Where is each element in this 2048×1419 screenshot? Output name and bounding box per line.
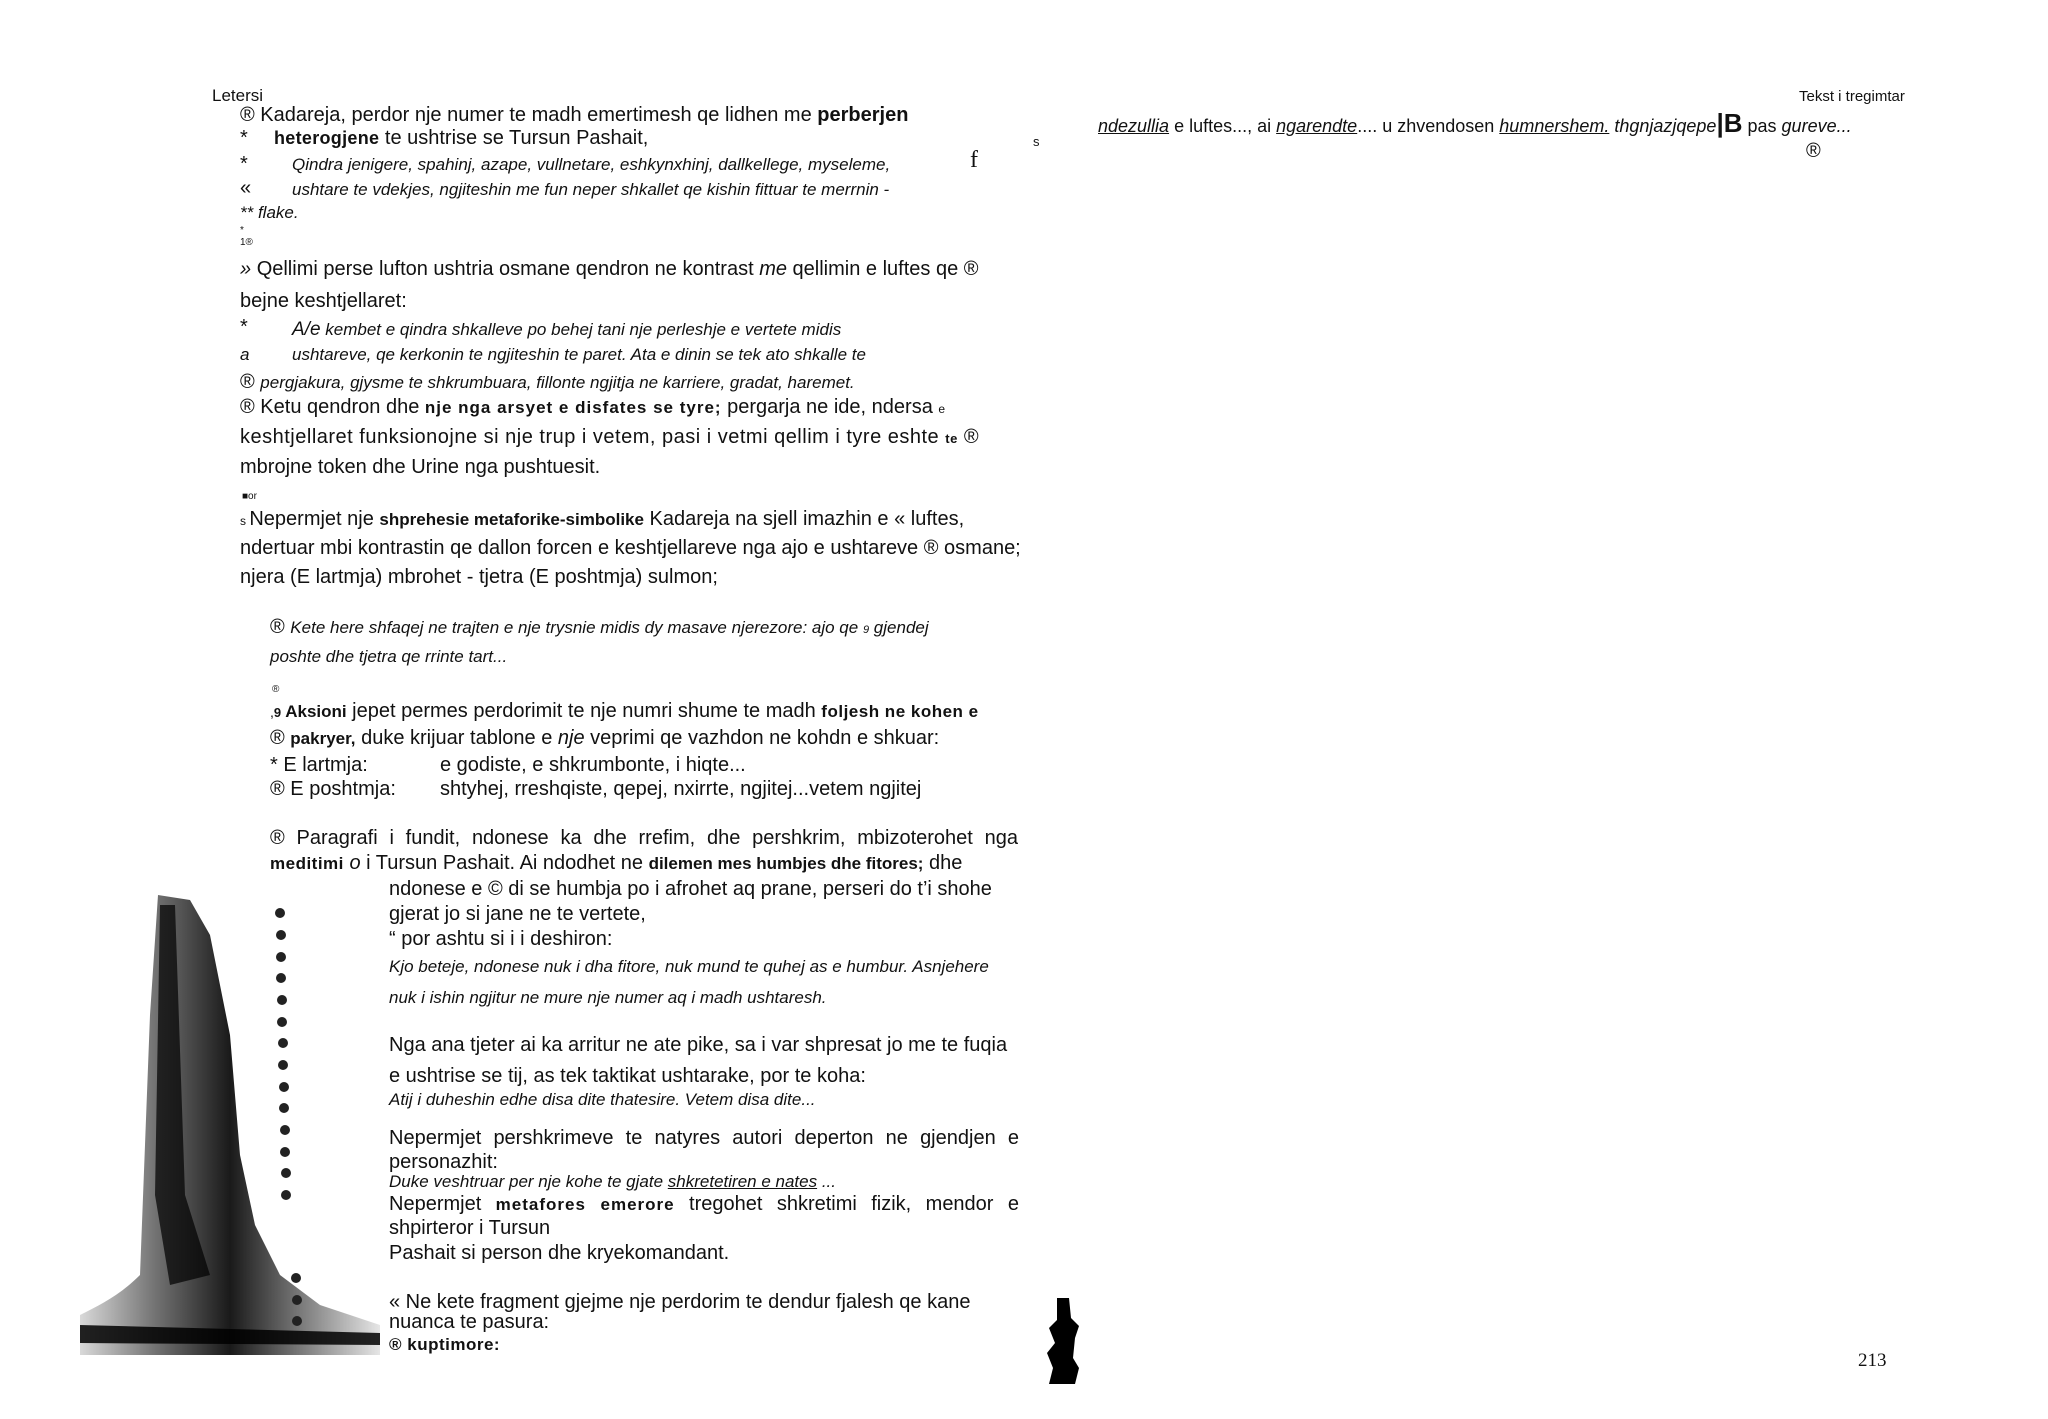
emphasis-text: foljesh ne kohen e — [821, 702, 979, 721]
bullet-marker: * — [240, 153, 248, 175]
paragraph-line: Nepermjet pershkrimeve te natyres autori deperton ne gjendjen e — [389, 1127, 1019, 1149]
bullet-marker: * — [240, 316, 248, 338]
text-fragment: ® — [957, 426, 980, 448]
text-fragment: thgnjazjqepe — [1609, 116, 1717, 136]
paragraph-line — [270, 727, 939, 750]
emphasis-text: pakryer, — [290, 729, 356, 748]
margin-mark: ■or — [242, 491, 257, 502]
margin-mark: s — [1033, 134, 1040, 149]
text-fragment: shkretetiren e nates — [667, 1172, 818, 1191]
paragraph-line: personazhit: — [389, 1151, 498, 1173]
margin-dot — [281, 1168, 291, 1178]
text-fragment: ® — [240, 371, 261, 393]
text-fragment: 9 — [273, 705, 282, 720]
quotation-line: Qindra jenigere, spahinj, azape, vullnetare, eshkynxhinj, dallkellege, myseleme, — [292, 155, 891, 174]
emphasis-text: heterogjene — [274, 128, 380, 148]
text-fragment: veprimi qe vazhdon ne kohdn e shkuar: — [584, 727, 940, 749]
margin-dot — [275, 908, 285, 918]
quotation-line: Kjo beteje, ndonese nuk i dha fitore, nuk mund te quhej as e humbur. Asnjehere — [389, 957, 989, 976]
margin-dot — [281, 1190, 291, 1200]
quotation-line: ushtare te vdekjes, ngjiteshin me fun neper shkallet qe kishin fittuar te merrnin - — [292, 180, 890, 199]
text-fragment: ... — [817, 1172, 836, 1191]
text-fragment: pergjakura, gjysme te shkrumbuara, fillonte ngjitja ne karriere, gradat, haremet. — [260, 373, 855, 392]
margin-dot — [278, 1060, 288, 1070]
text-fragment: Kete here shfaqej ne trajten e nje trysnie midis dy masave njerezore: ajo qe — [290, 618, 863, 637]
margin-dot — [276, 930, 286, 940]
list-label: * E lartmja: — [270, 754, 368, 776]
running-header-right: Tekst i tregimtar — [1799, 88, 1905, 105]
quotation-line: ** flake. — [240, 203, 299, 222]
text-fragment: tregohet shkretimi fizik, mendor e — [674, 1193, 1020, 1215]
text-fragment: Duke veshtruar per nje kohe te gjate — [389, 1172, 668, 1191]
text-fragment: Nepermjet — [389, 1193, 496, 1215]
paragraph-line: bejne keshtjellaret: — [240, 290, 407, 312]
page-number: 213 — [1858, 1350, 1887, 1371]
paragraph-line: gjerat jo si jane ne te vertete, — [389, 903, 646, 925]
text-fragment: jepet permes perdorimit te nje numri shume te madh — [346, 700, 822, 722]
text-fragment: te — [945, 431, 958, 446]
text-fragment: Nepermjet nje — [249, 508, 380, 530]
quotation-line: Atij i duheshin edhe disa dite thatesire. Vetem disa dite... — [389, 1090, 816, 1109]
quotation-line: poshte dhe tjetra qe rrinte tart... — [270, 647, 508, 666]
paragraph-line — [240, 396, 945, 419]
text-fragment: ® Ketu qendron dhe — [240, 396, 425, 418]
paragraph-line: nuanca te pasura: — [389, 1311, 550, 1333]
margin-dot — [292, 1295, 302, 1305]
text-fragment: ngarendte — [1276, 116, 1358, 136]
paragraph-line — [240, 104, 908, 127]
text-fragment: Kadareja na sjell imazhin e « luftes, — [643, 508, 965, 530]
scan-ink-mark — [1045, 1298, 1081, 1384]
bullet-marker: « — [240, 177, 252, 199]
paragraph-line: ndertuar mbi kontrastin qe dallon forcen e keshtjellareve nga ajo e ushtareve ® osmane; — [240, 537, 1021, 559]
margin-dot — [279, 1082, 289, 1092]
text-fragment: duke krijuar tablone e — [355, 727, 558, 749]
margin-dot — [276, 973, 286, 983]
margin-dot — [278, 1038, 288, 1048]
quotation-line — [389, 1172, 836, 1192]
paragraph-line: « Ne kete fragment gjejme nje perdorim te dendur fjalesh qe kane — [389, 1291, 971, 1313]
margin-mark: * — [240, 225, 244, 236]
margin-dot — [277, 1017, 287, 1027]
emphasis-text: perberjen — [817, 104, 909, 126]
list-value: shtyhej, rreshqiste, qepej, nxirrte, ngjitej...vetem ngjitej — [440, 778, 922, 800]
paragraph-line — [274, 127, 648, 150]
paragraph-line: ndonese e © di se humbja po i afrohet aq prane, perseri do t’i shohe — [389, 878, 992, 900]
paragraph-line: ® kuptimore: — [389, 1335, 501, 1354]
margin-dot — [291, 1273, 301, 1283]
margin-dot — [279, 1103, 289, 1113]
emphasis-text: shprehesie metaforike-simbolike — [379, 510, 644, 529]
emphasis-text: metafores emerore — [495, 1195, 675, 1214]
text-fragment: gjendej — [869, 618, 929, 637]
scan-shadow-texture — [80, 895, 380, 1355]
list-label: ® E poshtmja: — [270, 778, 396, 800]
paragraph-line: mbrojne token dhe Urine nga pushtuesit. — [240, 456, 601, 478]
paragraph-line: njera (E lartmja) mbrohet - tjetra (E poshtmja) sulmon; — [240, 566, 718, 588]
margin-dot — [280, 1147, 290, 1157]
margin-dot — [277, 995, 287, 1005]
running-header-left: Letersi — [212, 86, 264, 105]
bullet-marker: * — [240, 127, 248, 149]
text-fragment: Qellimi perse lufton ushtria osmane qendron ne kontrast — [256, 258, 760, 280]
text-fragment: nje — [557, 727, 585, 749]
text-fragment: gureve... — [1781, 116, 1852, 136]
text-fragment: humnershem. — [1499, 116, 1610, 136]
quotation-line — [292, 319, 841, 341]
text-fragment: pergarja ne ide, ndersa — [721, 396, 939, 418]
text-fragment: i Tursun Pashait. Ai ndodhet ne — [360, 852, 649, 874]
text-fragment: o — [343, 852, 361, 874]
text-fragment: te ushtrise se Tursun Pashait, — [379, 127, 649, 149]
text-fragment: .... u zhvendosen — [1357, 116, 1500, 136]
text-fragment: me — [759, 258, 787, 280]
right-page-top-line — [1098, 108, 1852, 139]
text-fragment: e — [938, 402, 946, 416]
text-fragment: pas — [1742, 116, 1782, 136]
paragraph-line — [270, 852, 962, 875]
text-fragment: ® Kadareja, perdor nje numer te madh emertimesh qe lidhen me — [240, 104, 818, 126]
bullet-marker: a — [240, 345, 250, 364]
margin-dot — [280, 1125, 290, 1135]
text-fragment: ® — [270, 727, 291, 749]
margin-mark: 1® — [240, 237, 253, 248]
margin-dot — [292, 1316, 302, 1326]
paragraph-line: Nga ana tjeter ai ka arritur ne ate pike, sa i var shpresat jo me te fuqia — [389, 1034, 1008, 1056]
paragraph-line — [240, 258, 978, 281]
quotation-line: ushtareve, qe kerkonin te ngjiteshin te paret. Ata e dinin se tek ato shkalle te — [292, 345, 866, 364]
paragraph-line — [389, 1193, 1019, 1216]
margin-mark: ® — [272, 684, 280, 695]
text-fragment: dhe — [923, 852, 963, 874]
emphasis-text: meditimi — [270, 854, 344, 873]
text-fragment: 9 — [862, 624, 870, 636]
text-fragment: keshtjellaret funksionojne si nje trup i vetem, pasi i vetmi qellim i tyre eshte — [240, 426, 946, 448]
paragraph-line — [240, 426, 979, 449]
paragraph-line: ® Paragrafi i fundit, ndonese ka dhe rrefim, dhe pershkrim, mbizoterohet nga — [270, 827, 1018, 849]
paragraph-line: shpirteror i Tursun — [389, 1217, 551, 1239]
paragraph-line — [240, 508, 964, 531]
quotation-line — [270, 616, 929, 639]
text-fragment: e luftes..., ai — [1169, 116, 1277, 136]
text-fragment: kembet e qindra shkalleve po behej tani nje perleshje e vertete midis — [320, 320, 842, 339]
emphasis-text: nje nga arsyet e disfates se tyre; — [424, 398, 722, 417]
quotation-line: nuk i ishin ngjitur ne mure nje numer aq i madh ushtaresh. — [389, 988, 827, 1007]
emphasis-text: dilemen mes humbjes dhe fitores; — [648, 854, 924, 873]
paragraph-line — [270, 700, 979, 723]
paragraph-line: Pashait si person dhe kryekomandant. — [389, 1242, 730, 1264]
list-value: e godiste, e shkrumbonte, i hiqte... — [440, 754, 746, 776]
text-fragment: A/e — [292, 319, 321, 340]
margin-mark: f — [970, 147, 978, 173]
paragraph-line: “ por ashtu si i i deshiron: — [389, 928, 613, 950]
text-fragment: qellimin e luftes qe ® — [786, 258, 979, 280]
text-fragment: ndezullia — [1098, 116, 1170, 136]
text-fragment: ® — [270, 616, 291, 638]
text-fragment: , — [270, 704, 274, 720]
margin-dot — [276, 952, 286, 962]
quotation-line — [240, 371, 855, 394]
paragraph-line: e ushtrise se tij, as tek taktikat ushtarake, por te koha: — [389, 1065, 866, 1087]
text-fragment: » — [240, 258, 257, 280]
text-fragment: s — [240, 514, 250, 528]
text-fragment: |B — [1716, 108, 1743, 138]
emphasis-text: Aksioni — [281, 702, 347, 721]
registered-mark: ® — [1806, 140, 1821, 162]
